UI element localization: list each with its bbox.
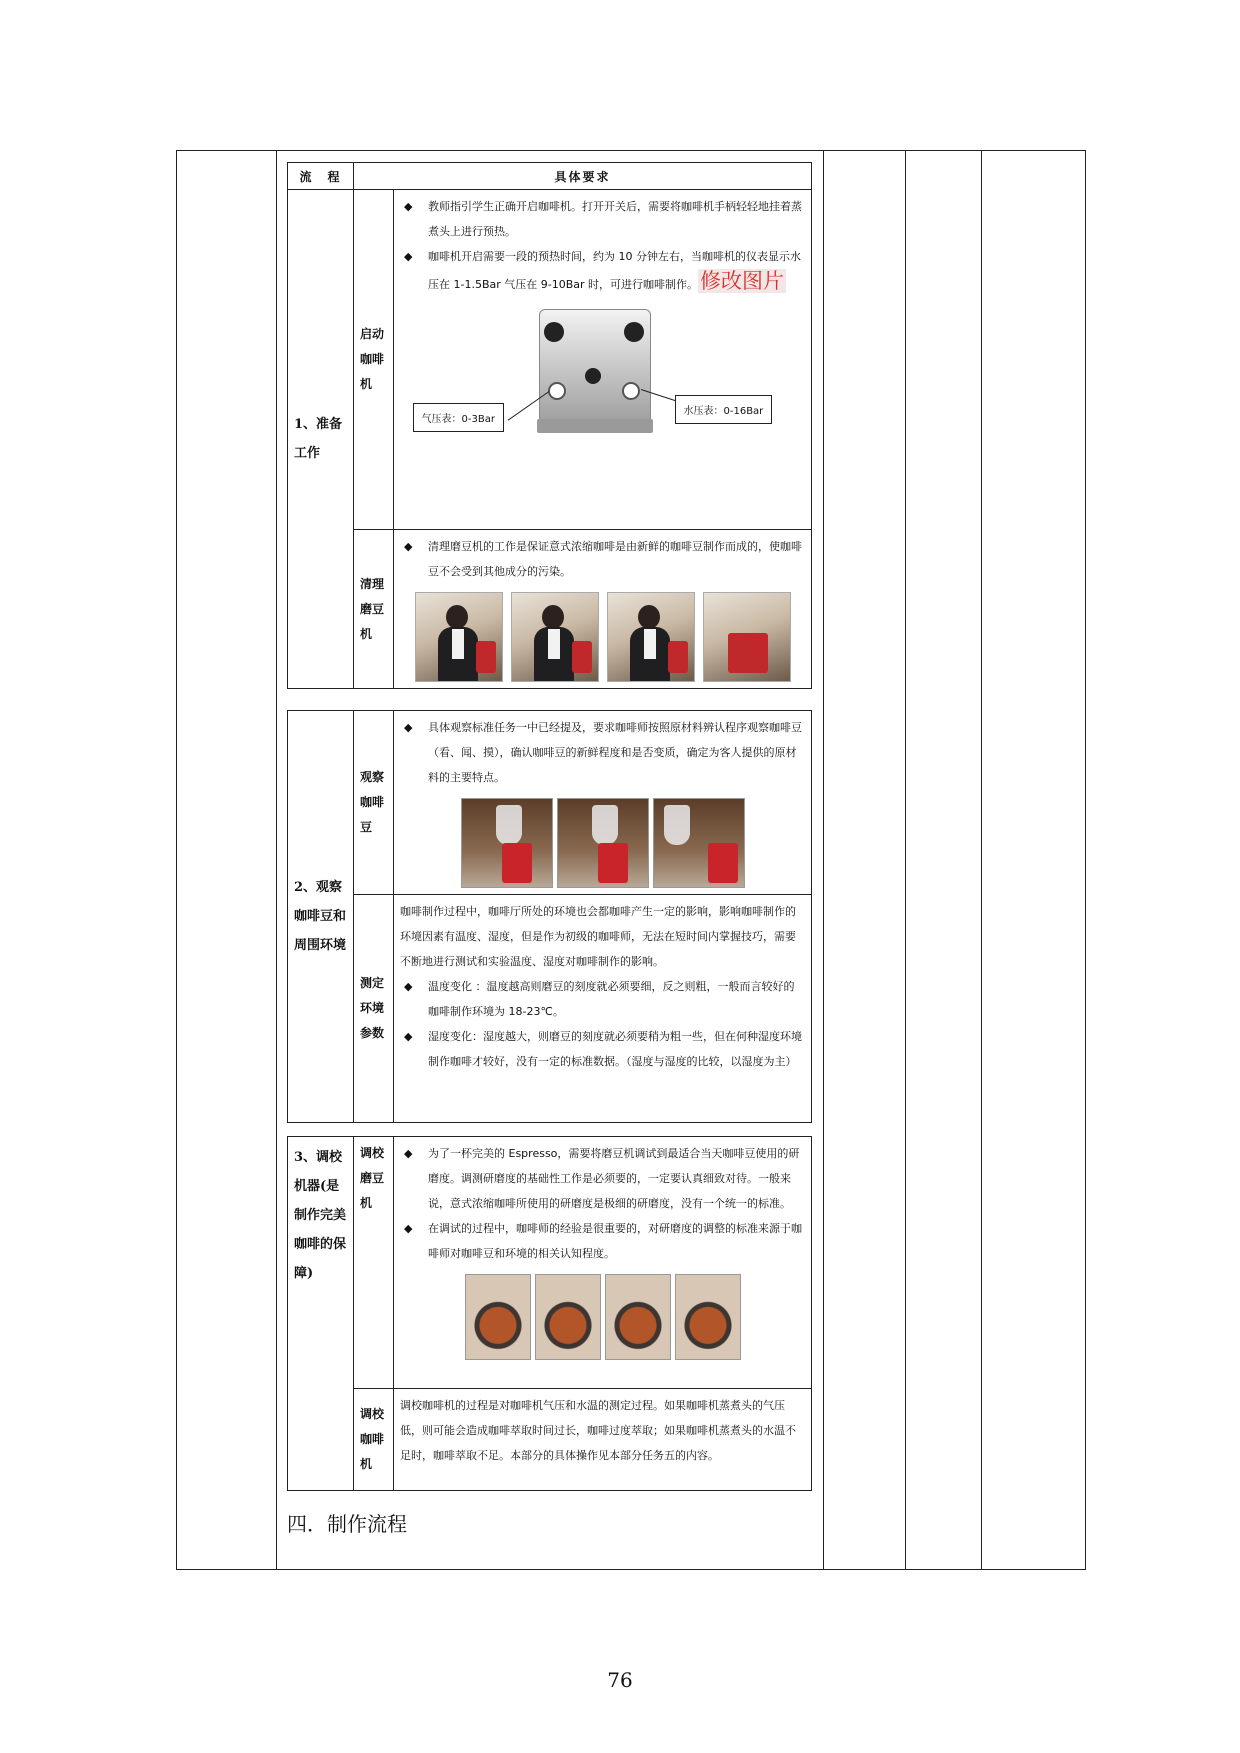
list-item: ◆ 具体观察标准任务一中已经提及，要求咖啡师按照原材料辨认程序观察咖啡豆（看、闻、摸），确认咖啡豆的新鲜程度和是否变质，确定为客人提供的原材料的主要特点。 — [400, 715, 805, 790]
portafilter-photo — [535, 1274, 601, 1360]
measure-env-content — [394, 895, 812, 1123]
table-row — [288, 1137, 812, 1389]
list-item: ◆ 温度变化 ：温度越高则磨豆的刻度就必须要细，反之则粗，一般而言较好的咖啡制作环境为 18-23℃。 — [400, 974, 805, 1024]
clean-grinder-content — [394, 530, 812, 689]
observe-beans-content — [394, 711, 812, 895]
page-number: 76 — [607, 1668, 633, 1692]
section-heading: 四．制作流程 — [287, 1512, 407, 1536]
barista-photo — [415, 592, 503, 682]
drip-tray — [537, 419, 653, 433]
process-table-part2 — [287, 710, 812, 1123]
table-row — [288, 895, 812, 1123]
table-row — [288, 190, 812, 530]
column-divider — [276, 151, 277, 1569]
table-row — [288, 1389, 812, 1491]
calibrate-grinder-content — [394, 1137, 812, 1389]
column-divider — [981, 151, 982, 1569]
knob-icon — [544, 322, 564, 342]
subsection-observe-beans: 观察咖啡豆 — [354, 711, 394, 895]
portafilter-photo — [675, 1274, 741, 1360]
water-pressure-label: 水压表：0-16Bar — [675, 395, 773, 424]
column-divider — [823, 151, 824, 1569]
barista-photo — [607, 592, 695, 682]
process-table-part3 — [287, 1136, 812, 1491]
header-requirements: 具体要求 — [354, 163, 812, 190]
list-item: ◆ 湿度变化：湿度越大，则磨豆的刻度就必须要稍为粗一些，但在何种湿度环境制作咖啡才较好，没有一定的标准数据。（湿度与湿度的比较，以湿度为主） — [400, 1024, 805, 1074]
subsection-calibrate-grinder: 调校磨豆机 — [354, 1137, 394, 1389]
list-item: ◆ 在调试的过程中，咖啡师的经验是很重要的，对研磨度的调整的标准来源于咖啡师对咖啡豆和环境的相关认知程度。 — [400, 1216, 805, 1266]
barista-photo — [653, 798, 745, 888]
portafilter-photo — [605, 1274, 671, 1360]
list-item: ◆ 教师指引学生正确开启咖啡机。打开开关后，需要将咖啡机手柄轻轻地挂着蒸煮头上进行预热。 — [400, 194, 805, 244]
knob-icon — [624, 322, 644, 342]
photo-strip — [400, 592, 805, 682]
column-divider — [905, 151, 906, 1569]
knob-icon — [585, 368, 601, 384]
section-name-calibrate: 3、调校机器(是制作完美咖啡的保障) — [288, 1137, 354, 1491]
gauge-icon — [622, 382, 640, 400]
list-item: ◆ 为了一杯完美的 Espresso，需要将磨豆机调试到最适合当天咖啡豆使用的研磨度。调测研磨度的基础性工作是必须要的，一定要认真细致对待。一般来说，意式浓缩咖啡所使用的研磨度是极细的研磨度，没有一个统一的标准。 — [400, 1141, 805, 1216]
air-pressure-label: 气压表：0-3Bar — [413, 403, 504, 432]
list-item: ◆ 清理磨豆机的工作是保证意式浓缩咖啡是由新鲜的咖啡豆制作而成的，使咖啡豆不会受到其他成分的污染。 — [400, 534, 805, 584]
coffee-machine-image — [539, 309, 651, 431]
list-item: ◆ 咖啡机开启需要一段的预热时间，约为 10 分钟左右，当咖啡机的仪表显示水压在 1-1.5Bar 气压在 9-10Bar 时，可进行咖啡制作。修改图片 — [400, 244, 805, 297]
photo-strip — [400, 1274, 805, 1360]
subsection-clean-grinder: 清理磨豆机 — [354, 530, 394, 689]
measure-intro: 咖啡制作过程中，咖啡厅所处的环境也会都咖啡产生一定的影响，影响咖啡制作的环境因素有温度、湿度，但是作为初级的咖啡师，无法在短时间内掌握技巧，需要不断地进行测试和实验温度、湿度对咖啡制作的影响。 — [400, 905, 796, 968]
calibrate-machine-text: 调校咖啡机的过程是对咖啡机气压和水温的测定过程。如果咖啡机蒸煮头的气压低，则可能会造成咖啡萃取时间过长，咖啡过度萃取；如果咖啡机蒸煮头的水温不足时，咖啡萃取不足。本部分的具体操作见本部分任务五的内容。 — [400, 1399, 796, 1462]
gauge-icon — [548, 382, 566, 400]
subsection-measure-env: 测定环境参数 — [354, 895, 394, 1123]
grinder-photo — [557, 798, 649, 888]
section-name-observe: 2、观察咖啡豆和周围环境 — [288, 711, 354, 1123]
edit-note: 修改图片 — [700, 269, 785, 293]
coffee-machine-figure — [413, 307, 793, 447]
grinder-photo — [461, 798, 553, 888]
table-row — [288, 711, 812, 895]
start-machine-content — [394, 190, 812, 530]
barista-photo — [511, 592, 599, 682]
header-process: 流 程 — [288, 163, 354, 190]
subsection-calibrate-machine: 调校咖啡机 — [354, 1389, 394, 1491]
portafilter-photo — [465, 1274, 531, 1360]
section-name-prepare: 1、准备工作 — [288, 190, 354, 689]
calibrate-machine-content — [394, 1389, 812, 1491]
photo-strip — [400, 798, 805, 888]
subsection-start-machine: 启动咖啡机 — [354, 190, 394, 530]
process-table-part1 — [287, 162, 812, 689]
grinder-photo — [703, 592, 791, 682]
table-row — [288, 530, 812, 689]
table-header-row — [288, 163, 812, 190]
